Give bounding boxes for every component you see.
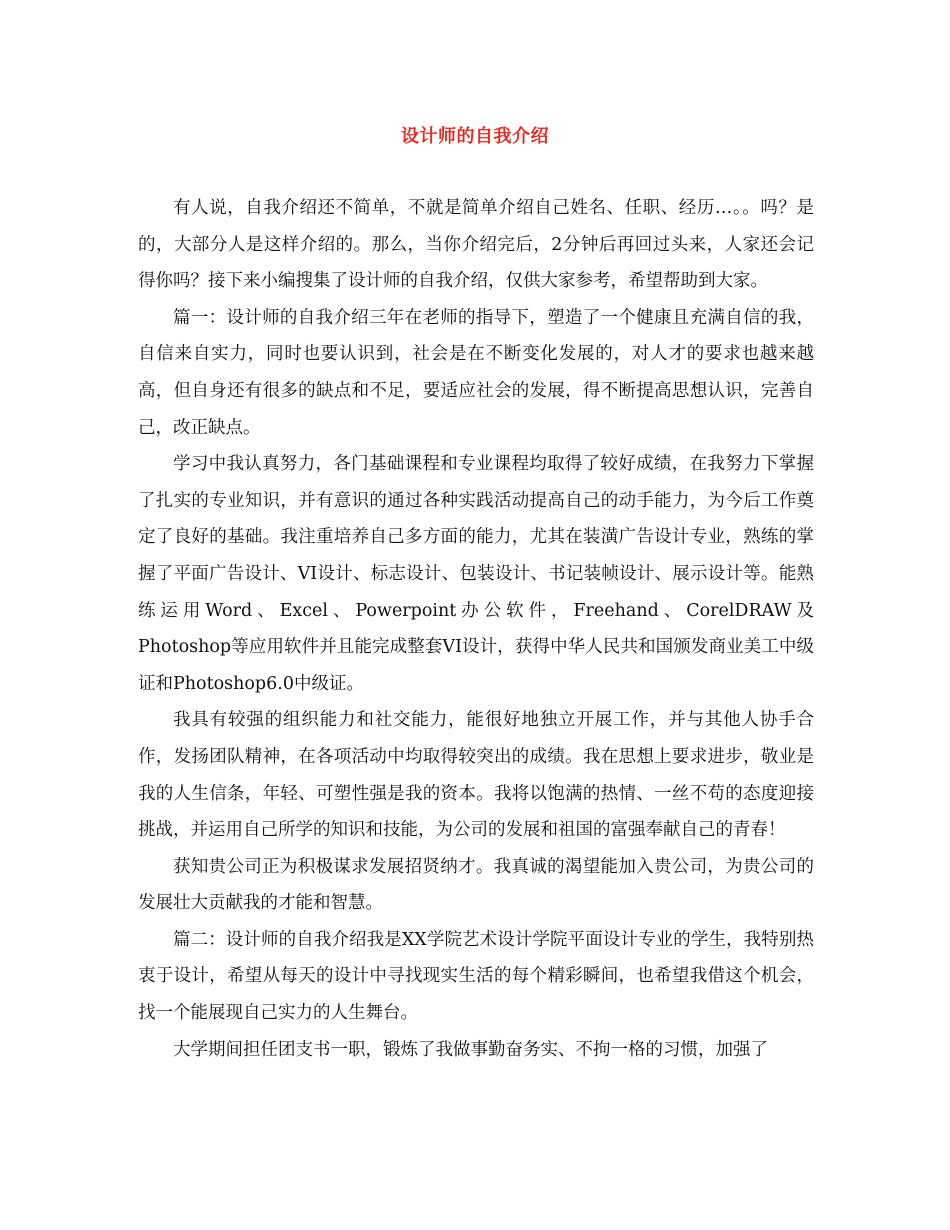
paragraph: 我具有较强的组织能力和社交能力，能很好地独立开展工作，并与其他人协手合作，发扬团队精神，在各项活动中均取得较突出的成绩。我在思想上要求进步，敬业是我的人生信条，年轻、可塑性强是我的资本。我将以饱满的热情、一丝不苟的态度迎接挑战，并运用自己所学的知识和技能，为公司的发展和祖国的富强奉献自己的青春！ (138, 710, 814, 841)
paragraph: 学习中我认真努力，各门基础课程和专业课程均取得了较好成绩，在我努力下掌握了扎实的专业知识，并有意识的通过各种实践活动提高自己的动手能力，为今后工作奠定了良好的基础。我注重培养自己多方面的能力，尤其在装潢广告设计专业，熟练的掌握了平面广告设计、VI设计、标志设计、包装设计、书记装帧设计、展示设计等。能熟练运用Word、Excel、Powerpoint办公软件，Freehand、CorelDRAW及Photoshop等应用软件并且能完成整套VI设计，获得中华人民共和国颁发商业美工中级证和Photoshop6.0中级证。 (138, 454, 814, 694)
document-title: 设计师的自我介绍 (401, 126, 549, 147)
paragraph: 获知贵公司正为积极谋求发展招贤纳才。我真诚的渴望能加入贵公司，为贵公司的发展壮大贡献我的才能和智慧。 (138, 856, 814, 914)
document-body (138, 190, 814, 1068)
paragraph: 篇二：设计师的自我介绍我是XX学院艺术设计学院平面设计专业的学生，我特别热衷于设计，希望从每天的设计中寻找现实生活的每个精彩瞬间，也希望我借这个机会，找一个能展现自己实力的人生舞台。 (138, 929, 814, 1024)
paragraph: 大学期间担任团支书一职，锻炼了我做事勤奋务实、不拘一格的习惯，加强了 (173, 1039, 768, 1060)
paragraph: 有人说，自我介绍还不简单，不就是简单介绍自己姓名、任职、经历…。。吗？是的，大部分人是这样介绍的。那么，当你介绍完后，2分钟后再回过头来，人家还会记得你吗？接下来小编搜集了设计师的自我介绍，仅供大家参考，希望帮助到大家。 (138, 198, 814, 292)
paragraph: 篇一：设计师的自我介绍三年在老师的指导下，塑造了一个健康且充满自信的我，自信来自实力，同时也要认识到，社会是在不断变化发展的，对人才的要求也越来越高，但自身还有很多的缺点和不足，要适应社会的发展，得不断提高思想认识，完善自己，改正缺点。 (138, 307, 814, 438)
